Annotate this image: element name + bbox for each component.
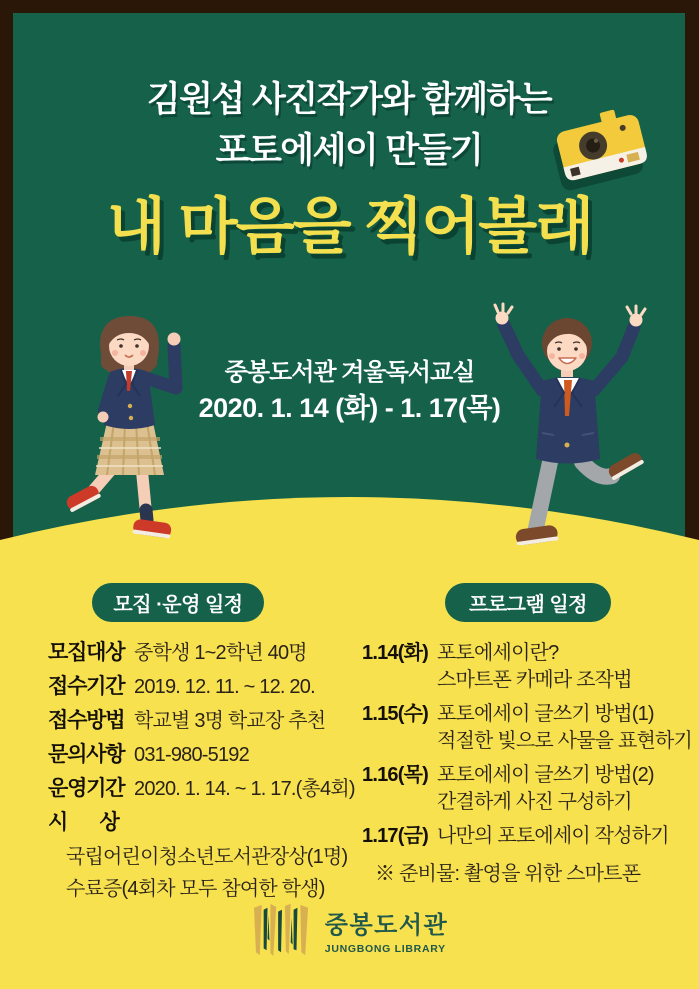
program-date: 1.17(금) bbox=[362, 825, 428, 847]
program-texts bbox=[437, 823, 669, 850]
poster-title: 내 마음을 찍어볼래 bbox=[106, 192, 593, 260]
recruit-label: 운영기간 bbox=[48, 777, 125, 800]
program-detail: 적절한 빛으로 사물을 표현하기 bbox=[437, 730, 693, 752]
recruitment-info-section bbox=[48, 640, 353, 908]
library-logo bbox=[0, 902, 699, 958]
recruit-label: 접수기간 bbox=[48, 675, 125, 698]
recruit-row-apply-period bbox=[48, 674, 353, 700]
library-name-english: JUNGBONG LIBRARY bbox=[324, 943, 446, 955]
recruit-value: 중학생 1~2학년 40명 bbox=[134, 642, 307, 664]
library-name-korean: 중봉도서관 bbox=[324, 912, 449, 939]
girl-student-illustration bbox=[62, 308, 252, 543]
recruit-value: 2020. 1. 14. ~ 1. 17.(총4회) bbox=[134, 778, 355, 800]
program-texts bbox=[437, 640, 632, 694]
program-topic: 포토에세이 글쓰기 방법(1) bbox=[437, 703, 654, 725]
program-detail: 스마트폰 카메라 조작법 bbox=[437, 669, 632, 691]
boy-student-illustration bbox=[470, 295, 670, 545]
program-texts bbox=[437, 762, 654, 816]
program-texts bbox=[437, 701, 692, 755]
award-line-director-prize: 국립어린이청소년도서관장상(1명) bbox=[66, 846, 348, 868]
recruit-row-operation-period bbox=[48, 776, 353, 802]
program-date: 1.14(화) bbox=[362, 642, 428, 664]
award-line-certificate: 수료증(4회차 모두 참여한 학생) bbox=[66, 878, 325, 900]
recruit-label: 모집대상 bbox=[48, 641, 125, 664]
program-topic: 포토에세이란? bbox=[437, 642, 559, 664]
program-item-day2 bbox=[362, 701, 693, 755]
program-item-day3 bbox=[362, 762, 672, 816]
recruit-label: 문의사항 bbox=[48, 743, 125, 766]
phone-number: 031-980-5192 bbox=[134, 744, 249, 766]
subtitle-line1: 김원섭 사진작가와 함께하는 bbox=[146, 80, 552, 119]
event-subtitle bbox=[13, 74, 685, 176]
program-topic: 포토에세이 글쓰기 방법(2) bbox=[437, 764, 654, 786]
program-detail: 간결하게 사진 구성하기 bbox=[437, 791, 632, 813]
recruit-row-awards bbox=[48, 810, 353, 836]
program-date: 1.15(수) bbox=[362, 703, 428, 725]
recruit-label: 시 상 bbox=[48, 811, 119, 834]
library-logo-text bbox=[325, 905, 448, 955]
recruit-value: 2019. 12. 11. ~ 12. 20. bbox=[134, 676, 315, 698]
subtitle-line2: 포토에세이 만들기 bbox=[215, 131, 483, 170]
program-topic: 나만의 포토에세이 작성하기 bbox=[437, 825, 669, 847]
recruit-value: 학교별 3명 학교장 추천 bbox=[134, 710, 326, 732]
library-logo-icon bbox=[251, 902, 313, 958]
program-schedule-section bbox=[362, 640, 693, 886]
recruit-label: 접수방법 bbox=[48, 709, 125, 732]
event-name: 중봉도서관 겨울독서교실 bbox=[224, 359, 475, 386]
event-period: 2020. 1. 14 (화) - 1. 17(목) bbox=[198, 393, 501, 423]
recruitment-schedule-badge: 모집 ·운영 일정 bbox=[92, 583, 264, 622]
program-item-day4 bbox=[362, 823, 672, 850]
program-item-day1 bbox=[362, 640, 672, 694]
program-schedule-badge: 프로그램 일정 bbox=[445, 583, 611, 622]
program-date: 1.16(목) bbox=[362, 764, 428, 786]
recruit-row-target bbox=[48, 640, 353, 666]
program-supplies-note: ※ 준비물: 촬영을 위한 스마트폰 bbox=[375, 863, 641, 885]
recruit-row-apply-method bbox=[48, 708, 353, 734]
recruit-row-contact bbox=[48, 742, 353, 768]
